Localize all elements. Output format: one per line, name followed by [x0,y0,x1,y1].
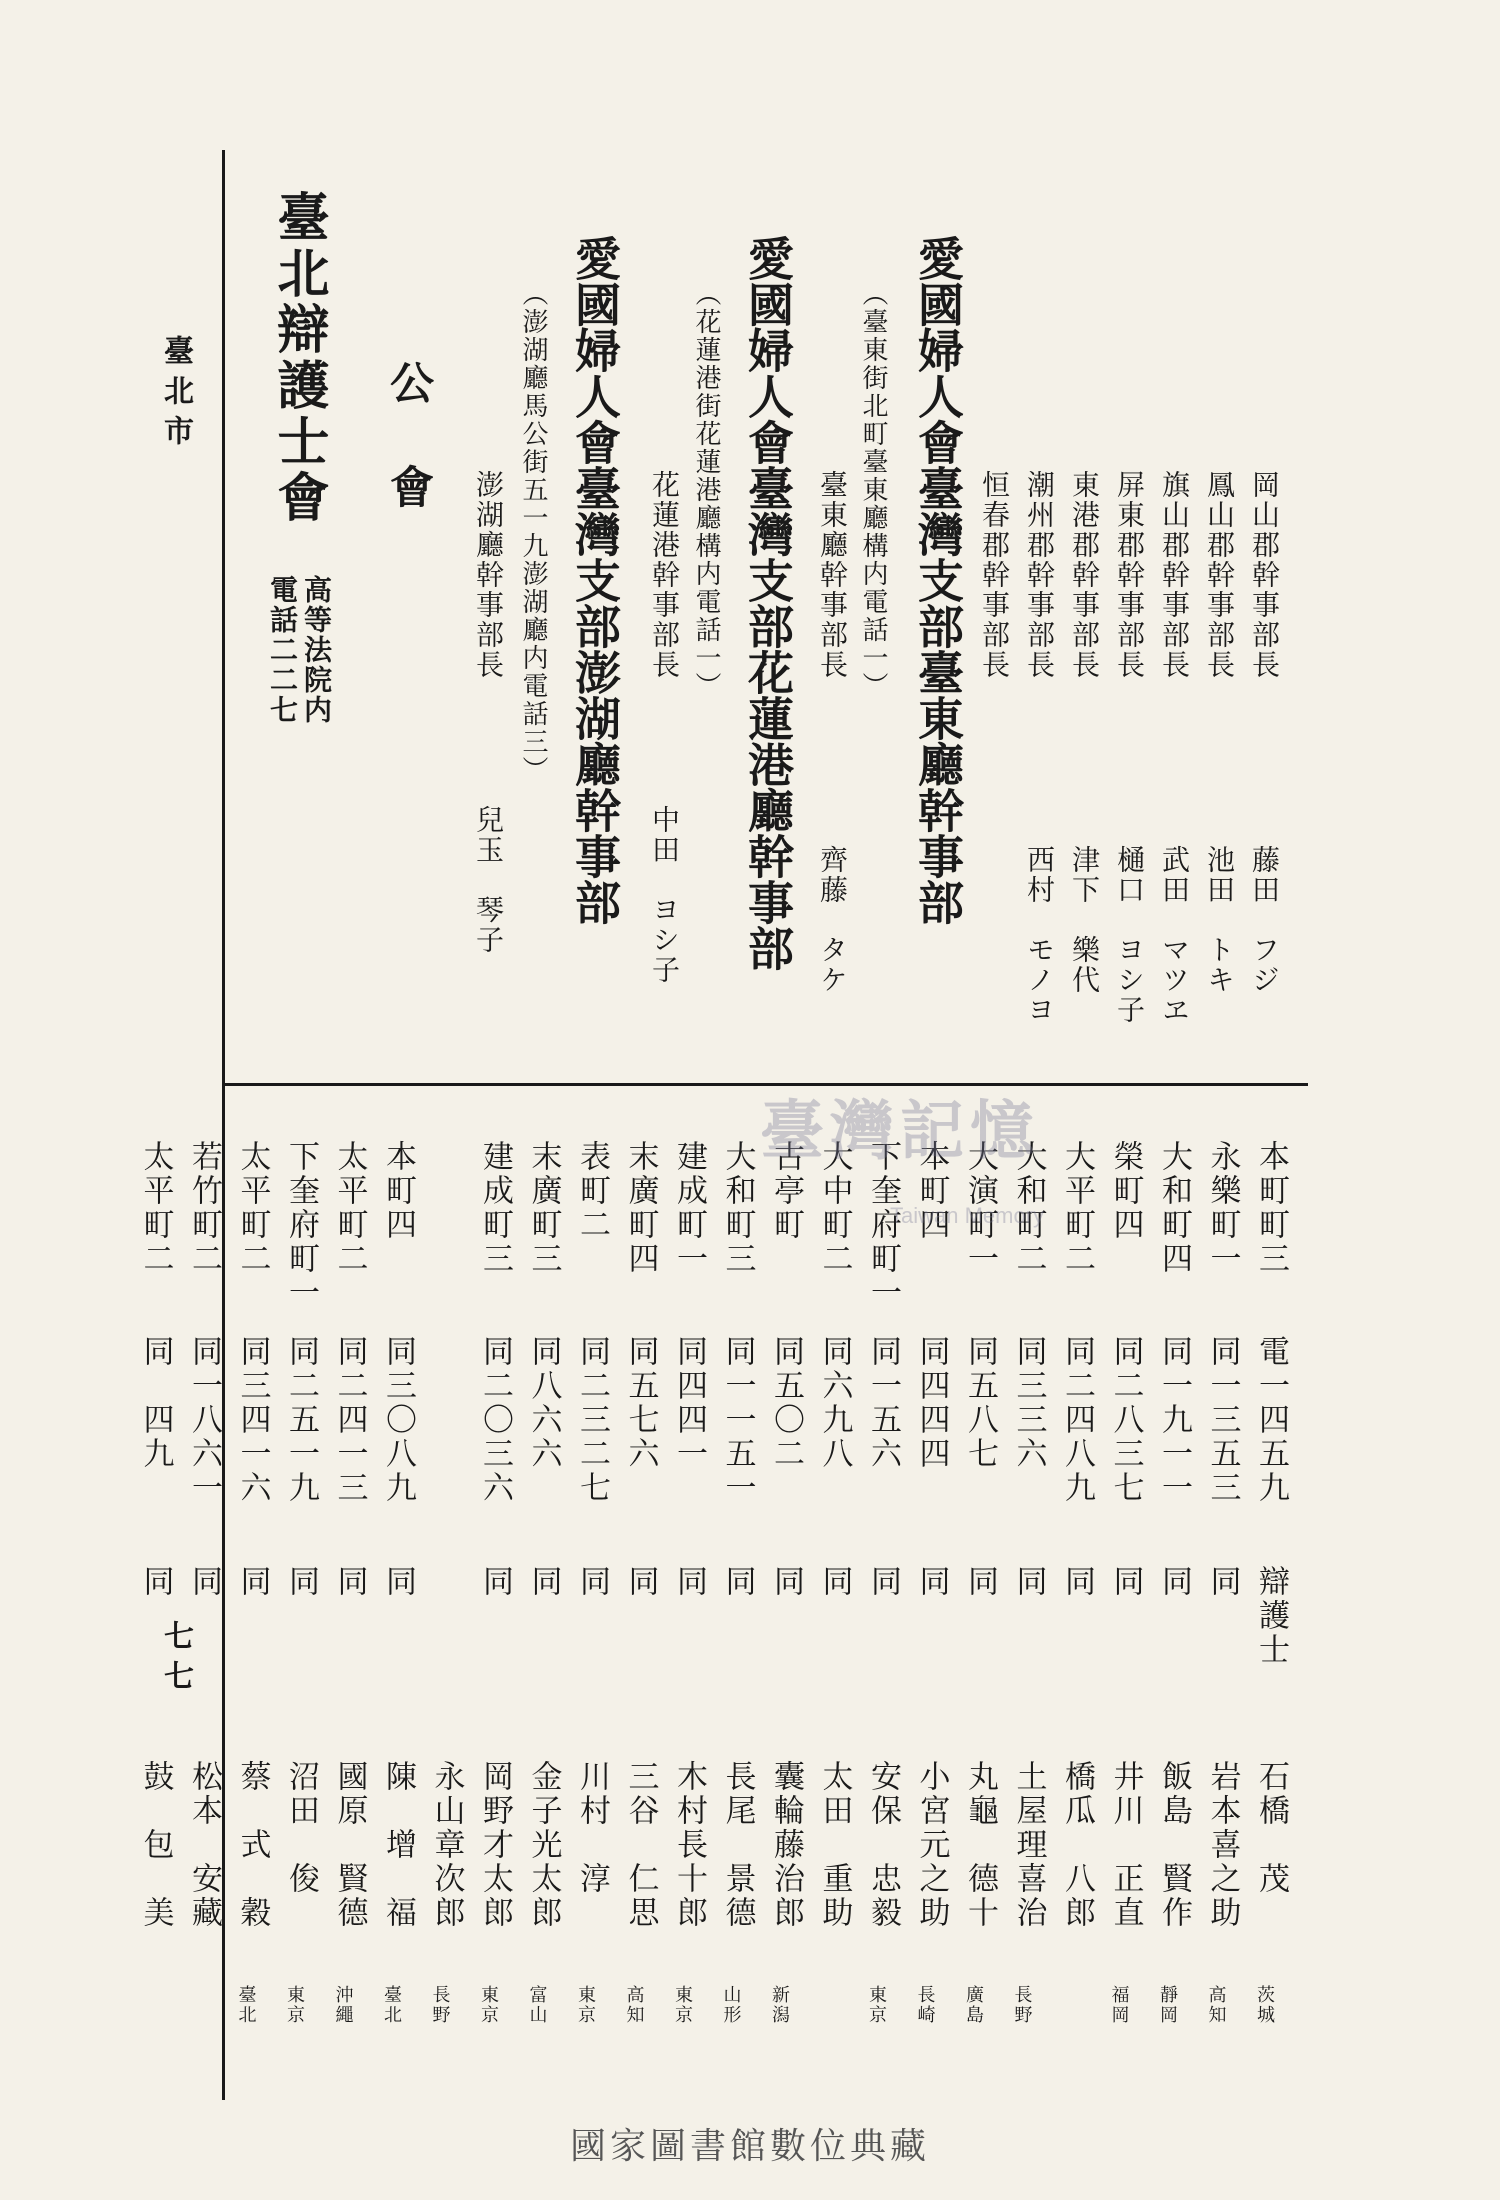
lawyer-phone: 同五七六 [622,1335,659,1471]
lawyer-name: 安保 忠毅 [865,1760,901,1930]
lawyer-address: 太平町二 [137,1140,174,1276]
footer-credit: 國家圖書館數位典藏 [569,2126,930,2167]
lawyer-phone: 同二三二七 [574,1335,610,1505]
lawyer-prefecture: 東京 [672,1985,693,2025]
lawyer-name: 陳 增 福 [380,1760,416,1930]
lawyer-prefecture: 新潟 [769,1985,790,2025]
lawyer-name: 金子光太郎 [525,1760,562,1930]
branch-name: 池田 トキ [1203,845,1236,995]
lawyer-address: 古亭町 [768,1140,804,1242]
branch-name: 西村 モノヨ [1023,845,1056,1025]
lawyer-address: 榮町四 [1107,1140,1144,1242]
lawyer-prefecture: 高知 [623,1985,645,2025]
lawyer-address: 大平町二 [1059,1140,1095,1276]
lawyer-name: 永山章次郎 [428,1760,465,1930]
lawyer-address: 本町町三 [1253,1140,1289,1276]
city-label: 臺北市 [158,335,193,455]
watermark-logo: 臺灣記憶 [760,1094,1040,1169]
lawyer-name: 橋瓜 八郎 [1059,1760,1095,1930]
lawyer-phone: 同五八七 [962,1335,998,1471]
lawyer-name: 石橋 茂 [1253,1760,1289,1896]
lawyer-title: 同 [1107,1565,1144,1599]
lawyer-phone: 同二四八九 [1059,1335,1095,1505]
org-title-taitung: 愛國婦人會臺灣支部臺東廳幹事部 [911,235,965,925]
branch-name: 藤田 フジ [1248,845,1281,995]
lawyer-title: 同 [186,1565,222,1599]
lawyer-phone: 同一九一一 [1156,1335,1192,1505]
lawyer-address: 若竹町二 [186,1140,222,1276]
lawyer-name: 長尾 景德 [719,1760,756,1930]
officer-role: 澎湖廳幹事部長 [472,470,505,680]
lawyer-prefecture: 沖繩 [332,1985,354,2025]
lawyer-title: 同 [380,1565,416,1599]
lawyer-phone: 同五〇二 [768,1335,804,1471]
lawyer-prefecture: 高知 [1205,1985,1227,2025]
lawyer-title: 同 [331,1565,368,1599]
lawyer-phone: 同二五一九 [283,1335,319,1505]
lawyer-prefecture: 東京 [866,1985,887,2025]
lawyer-title: 同 [816,1565,853,1599]
lawyer-address: 末廣町四 [622,1140,659,1276]
lawyer-title: 同 [913,1565,950,1599]
lawyer-name: 小宮元之助 [913,1760,950,1930]
lawyer-prefecture: 長野 [1011,1985,1033,2025]
lawyer-phone: 同二四一三 [331,1335,368,1505]
lawyer-name: 沼田 俊 [283,1760,319,1896]
lawyer-address: 大中町二 [816,1140,853,1276]
vertical-rule [222,150,225,2100]
page-number: 七七 [158,1620,193,1700]
lawyer-phone: 同二八三七 [1107,1335,1144,1505]
lawyer-title: 同 [283,1565,319,1599]
lawyer-address: 本町四 [913,1140,950,1242]
officer-name: 兒玉 琴子 [472,805,505,955]
lawyer-address: 下奎府町一 [283,1140,319,1310]
officer-role: 花蓮港幹事部長 [648,470,681,680]
lawyer-address: 大演町一 [962,1140,998,1276]
lawyer-address: 下奎府町一 [865,1140,901,1310]
lawyer-prefecture: 東京 [575,1985,596,2025]
lawyer-title: 辯護士 [1253,1565,1289,1667]
lawyer-address: 永樂町一 [1204,1140,1241,1276]
lawyer-name: 土屋理喜治 [1010,1760,1047,1930]
lawyer-name: 川村 淳 [574,1760,610,1896]
branch-name: 武田 マツヱ [1158,845,1191,1025]
lawyer-title: 同 [1156,1565,1192,1599]
branch-role: 恒春郡幹事部長 [978,470,1011,680]
bar-association-name: 臺北辯護士會 [268,190,329,526]
lawyer-phone: 同一五六 [865,1335,901,1471]
lawyer-name: 太田 重助 [816,1760,853,1930]
org-address-penghu: （澎湖廳馬公街五一九澎湖廳内電話三） [518,280,548,784]
lawyer-name: 飯島 賢作 [1156,1760,1192,1930]
lawyer-address: 本町四 [380,1140,416,1242]
lawyer-address: 建成町一 [671,1140,707,1276]
branch-role: 岡山郡幹事部長 [1248,470,1281,680]
branch-role: 東港郡幹事部長 [1068,470,1101,680]
lawyer-phone: 同四四一 [671,1335,707,1471]
lawyer-title: 同 [137,1565,174,1599]
org-address-taitung: （臺東街北町臺東廳構内電話一） [858,280,888,700]
lawyer-prefecture: 臺北 [381,1985,402,2025]
lawyer-name: 木村長十郎 [671,1760,707,1930]
lawyer-address: 建成町三 [477,1140,513,1276]
lawyer-name: 鼓 包 美 [137,1760,174,1930]
branch-name: 津下 樂代 [1068,845,1101,995]
lawyer-phone: 同四四四 [913,1335,950,1471]
branch-role: 潮州郡幹事部長 [1023,470,1056,680]
org-title-penghu: 愛國婦人會臺灣支部澎湖廳幹事部 [568,235,622,925]
lawyer-title: 同 [574,1565,610,1599]
lawyer-prefecture: 山形 [720,1985,742,2025]
lawyer-prefecture: 廣島 [963,1985,984,2025]
lawyer-phone: 同一八六一 [186,1335,222,1505]
lawyer-prefecture: 長野 [429,1985,451,2025]
lawyer-prefecture: 靜岡 [1157,1985,1178,2025]
lawyer-title: 同 [671,1565,707,1599]
section-heading: 公 會 [382,360,433,516]
bar-association-phone: 電話二二七 [266,575,299,725]
lawyer-address: 大和町四 [1156,1140,1192,1276]
lawyer-address: 太平町二 [331,1140,368,1276]
lawyer-name: 囊輪藤治郎 [768,1760,804,1930]
lawyer-prefecture: 臺北 [235,1985,257,2025]
branch-role: 屏東郡幹事部長 [1113,470,1146,680]
lawyer-title: 同 [865,1565,901,1599]
lawyer-prefecture: 富山 [526,1985,548,2025]
officer-role: 臺東廳幹事部長 [816,470,849,680]
lawyer-address: 太平町二 [234,1140,271,1276]
lawyer-name: 三谷 仁思 [622,1760,659,1930]
lawyer-address: 末廣町三 [525,1140,562,1276]
bar-association-address: 高等法院内 [300,575,333,725]
lawyer-phone: 同六九八 [816,1335,853,1471]
lawyer-address: 大和町三 [719,1140,756,1276]
lawyer-title: 同 [1204,1565,1241,1599]
lawyer-prefecture: 長崎 [914,1985,936,2025]
lawyer-phone: 同三〇八九 [380,1335,416,1505]
lawyer-name: 丸龜 德十 [962,1760,998,1930]
watermark-caption: Taiwan Memory [890,1203,1045,1228]
officer-name: 齊藤 タケ [816,845,849,995]
org-title-hualien: 愛國婦人會臺灣支部花蓮港廳幹事部 [741,235,795,971]
lawyer-phone: 同一一五一 [719,1335,756,1505]
lawyer-phone: 同八六六 [525,1335,562,1471]
lawyer-title: 同 [1059,1565,1095,1599]
branch-name: 樋口 ヨシ子 [1113,845,1146,1025]
lawyer-name: 蔡 式 穀 [234,1760,271,1930]
lawyer-prefecture: 福岡 [1108,1985,1130,2025]
lawyer-name: 松本 安藏 [186,1760,222,1930]
lawyer-phone: 電一四五九 [1253,1335,1289,1505]
lawyer-phone: 同一三五三 [1204,1335,1241,1505]
lawyer-title: 同 [1010,1565,1047,1599]
lawyer-phone: 同三三六 [1010,1335,1047,1471]
lawyer-name: 岡野才太郎 [477,1760,513,1930]
lawyer-title: 同 [962,1565,998,1599]
officer-name: 中田 ヨシ子 [648,805,681,985]
branch-role: 鳳山郡幹事部長 [1203,470,1236,680]
lawyer-phone: 同二〇三六 [477,1335,513,1505]
lawyer-name: 井川 正直 [1107,1760,1144,1930]
lawyer-prefecture: 東京 [478,1985,499,2025]
lawyer-phone: 同三四一六 [234,1335,271,1505]
lawyer-title: 同 [719,1565,756,1599]
lawyer-title: 同 [234,1565,271,1599]
lawyer-address: 大和町二 [1010,1140,1047,1276]
lawyer-address: 表町二 [574,1140,610,1242]
lawyer-title: 同 [768,1565,804,1599]
lawyer-title: 同 [477,1565,513,1599]
lawyer-phone: 同 四九 [137,1335,174,1471]
horizontal-rule [222,1083,1308,1086]
lawyer-prefecture: 東京 [284,1985,305,2025]
lawyer-prefecture: 茨城 [1254,1985,1275,2025]
branch-role: 旗山郡幹事部長 [1158,470,1191,680]
lawyer-title: 同 [622,1565,659,1599]
lawyer-title: 同 [525,1565,562,1599]
lawyer-name: 岩本喜之助 [1204,1760,1241,1930]
lawyer-name: 國原 賢德 [331,1760,368,1930]
org-address-hualien: （花蓮港街花蓮港廳構内電話一） [691,280,721,700]
